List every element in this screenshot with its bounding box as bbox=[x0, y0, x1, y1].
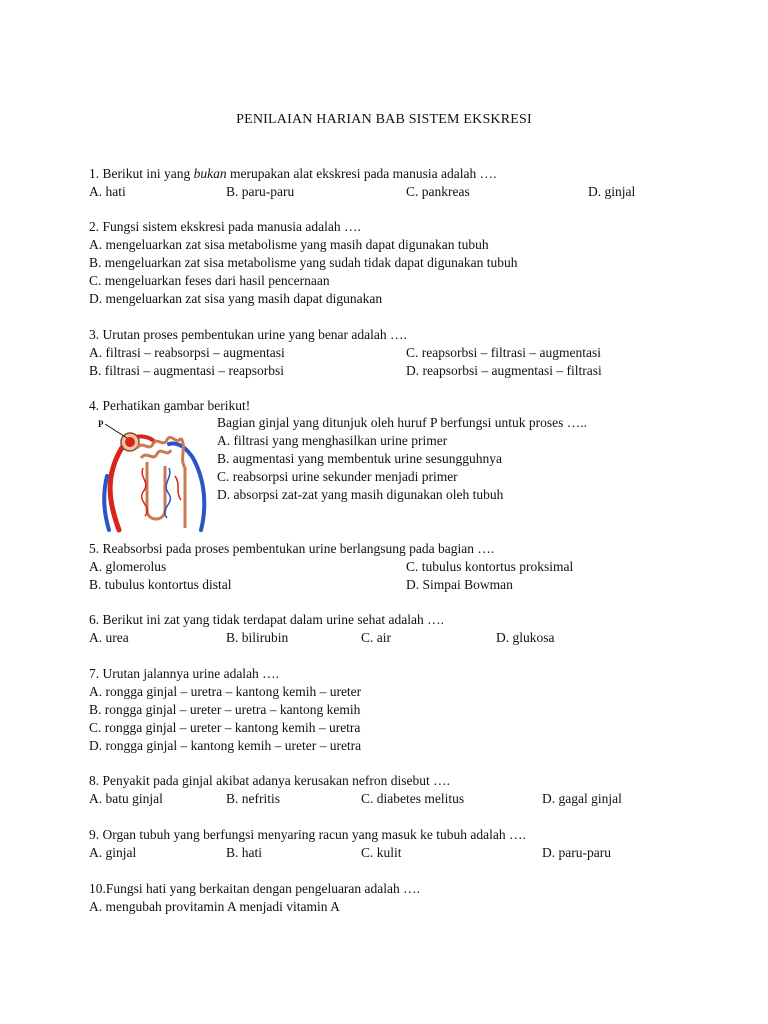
options-row bbox=[89, 558, 689, 576]
options-row bbox=[89, 790, 689, 808]
option-c: C. reabsorpsi urine sekunder menjadi primer bbox=[217, 469, 458, 484]
options-row bbox=[89, 362, 689, 380]
options-row bbox=[89, 576, 689, 594]
question-5-stem: 5. Reabsorbsi pada proses pembentukan urine berlangsung pada bagian …. bbox=[89, 541, 495, 556]
option-a: A. rongga ginjal – uretra – kantong kemih – ureter bbox=[89, 684, 362, 699]
question-4-choices bbox=[217, 414, 697, 504]
option-b: B. filtrasi – augmentasi – reapsorbsi bbox=[89, 363, 284, 378]
nephron-diagram bbox=[97, 418, 209, 533]
option-c: C. pankreas bbox=[406, 184, 470, 199]
question-8 bbox=[89, 772, 689, 808]
option-d: D. rongga ginjal – kantong kemih – ureter – uretra bbox=[89, 738, 362, 753]
option-c: C. diabetes melitus bbox=[361, 791, 465, 806]
option-d: D. Simpai Bowman bbox=[406, 577, 513, 592]
question-5 bbox=[89, 540, 689, 594]
option-d: D. reapsorbsi – augmentasi – filtrasi bbox=[406, 363, 602, 378]
options-row bbox=[89, 844, 689, 862]
question-2-stem: 2. Fungsi sistem ekskresi pada manusia adalah …. bbox=[89, 219, 361, 234]
option-a: A. mengeluarkan zat sisa metabolisme yang masih dapat digunakan tubuh bbox=[89, 237, 489, 252]
emphasis-word: bukan bbox=[193, 166, 227, 181]
option-d: D. ginjal bbox=[588, 184, 636, 199]
option-a: A. batu ginjal bbox=[89, 791, 163, 806]
option-a: A. urea bbox=[89, 630, 129, 645]
question-1-stem: 1. Berikut ini yang bukan merupakan alat ekskresi pada manusia adalah …. bbox=[89, 166, 497, 181]
options-row bbox=[89, 344, 689, 362]
question-9 bbox=[89, 826, 689, 862]
question-4-prompt: Bagian ginjal yang ditunjuk oleh huruf P berfungsi untuk proses ….. bbox=[217, 415, 587, 430]
question-4-stem: 4. Perhatikan gambar berikut! bbox=[89, 398, 251, 413]
nephron-illustration bbox=[97, 418, 209, 533]
option-c: C. kulit bbox=[361, 845, 402, 860]
option-c: C. rongga ginjal – ureter – kantong kemih – uretra bbox=[89, 720, 361, 735]
option-b: B. mengeluarkan zat sisa metabolisme yang sudah tidak dapat digunakan tubuh bbox=[89, 255, 518, 270]
option-b: B. tubulus kontortus distal bbox=[89, 577, 232, 592]
option-b: B. hati bbox=[226, 845, 262, 860]
page-title: PENILAIAN HARIAN BAB SISTEM EKSKRESI bbox=[236, 112, 532, 127]
option-d: D. absorpsi zat-zat yang masih digunakan oleh tubuh bbox=[217, 487, 504, 502]
question-10 bbox=[89, 880, 689, 916]
question-3 bbox=[89, 326, 689, 380]
question-6 bbox=[89, 611, 689, 647]
figure-label: P bbox=[98, 419, 104, 429]
question-4 bbox=[89, 397, 689, 415]
option-b: B. paru-paru bbox=[226, 184, 295, 199]
option-a: A. glomerolus bbox=[89, 559, 167, 574]
option-c: C. reapsorbsi – filtrasi – augmentasi bbox=[406, 345, 601, 360]
option-a: A. filtrasi – reabsorpsi – augmentasi bbox=[89, 345, 285, 360]
option-a: A. filtrasi yang menghasilkan urine primer bbox=[217, 433, 448, 448]
option-b: B. bilirubin bbox=[226, 630, 289, 645]
question-10-stem: 10.Fungsi hati yang berkaitan dengan pengeluaran adalah …. bbox=[89, 881, 421, 896]
option-d: D. paru-paru bbox=[542, 845, 611, 860]
option-b: B. augmentasi yang membentuk urine sesungguhnya bbox=[217, 451, 502, 466]
question-7 bbox=[89, 665, 689, 755]
question-3-stem: 3. Urutan proses pembentukan urine yang benar adalah …. bbox=[89, 327, 407, 342]
options-row bbox=[89, 629, 689, 647]
option-c: C. air bbox=[361, 630, 391, 645]
question-6-stem: 6. Berikut ini zat yang tidak terdapat dalam urine sehat adalah …. bbox=[89, 612, 445, 627]
option-d: D. glukosa bbox=[496, 630, 555, 645]
question-8-stem: 8. Penyakit pada ginjal akibat adanya kerusakan nefron disebut …. bbox=[89, 773, 451, 788]
option-b: B. nefritis bbox=[226, 791, 280, 806]
question-7-stem: 7. Urutan jalannya urine adalah …. bbox=[89, 666, 280, 681]
question-1 bbox=[89, 165, 689, 201]
options-row bbox=[89, 183, 689, 201]
option-c: C. mengeluarkan feses dari hasil pencernaan bbox=[89, 273, 330, 288]
option-a: A. mengubah provitamin A menjadi vitamin A bbox=[89, 899, 340, 914]
option-c: C. tubulus kontortus proksimal bbox=[406, 559, 574, 574]
question-9-stem: 9. Organ tubuh yang berfungsi menyaring racun yang masuk ke tubuh adalah …. bbox=[89, 827, 526, 842]
option-d: D. mengeluarkan zat sisa yang masih dapat digunakan bbox=[89, 291, 383, 306]
question-2 bbox=[89, 218, 689, 308]
option-a: A. ginjal bbox=[89, 845, 137, 860]
option-b: B. rongga ginjal – ureter – uretra – kantong kemih bbox=[89, 702, 361, 717]
option-d: D. gagal ginjal bbox=[542, 791, 622, 806]
option-a: A. hati bbox=[89, 184, 126, 199]
